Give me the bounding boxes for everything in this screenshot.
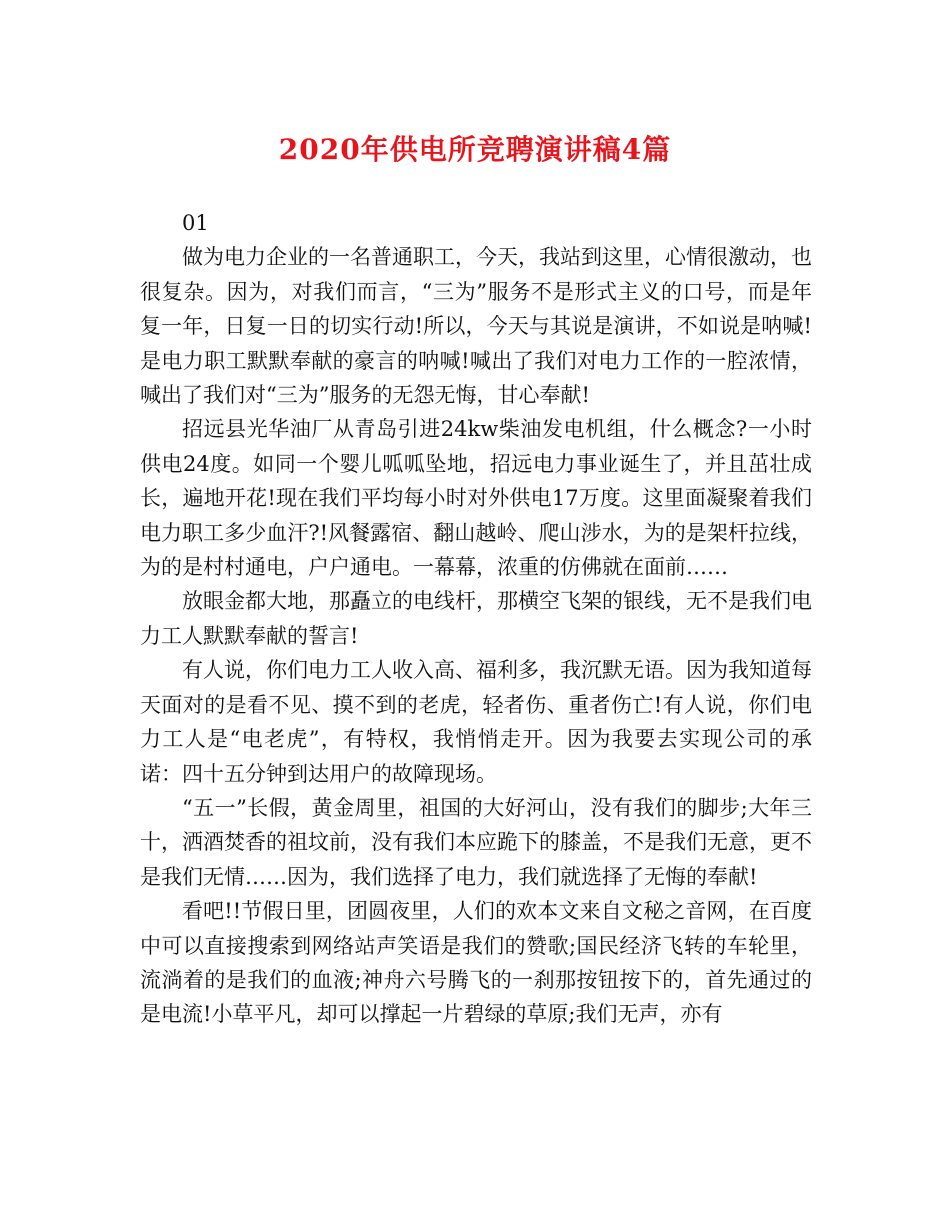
section-number: 01	[182, 211, 209, 235]
document-title: 2020年供电所竞聘演讲稿4篇	[278, 133, 672, 166]
paragraph: “五一”长假，黄金周里，祖国的大好河山，没有我们的脚步;大年三十，洒酒焚香的祖坟前，没有我们本应跪下的膝盖，不是我们无意，更不是我们无情……因为，我们选择了电力，我们就选择了无悔的奉献!	[140, 795, 812, 889]
paragraph: 放眼金都大地，那矗立的电线杆，那横空飞架的银线，无不是我们电力工人默默奉献的誓言!	[140, 589, 812, 648]
paragraph: 看吧!!节假日里，团圆夜里，人们的欢本文来自文秘之音网，在百度中可以直接搜索到网络站声笑语是我们的赞歌;国民经济飞转的车轮里，流淌着的是我们的血液;神舟六号腾飞的一刹那按钮按下的，首先通过的是电流!小草平凡，却可以撑起一片碧绿的草原;我们无声，亦有	[140, 899, 812, 1027]
document-body	[140, 206, 812, 1032]
paragraph: 做为电力企业的一名普通职工，今天，我站到这里，心情很激动，也很复杂。因为，对我们而言，“三为”服务不是形式主义的口号，而是年复一年，日复一日的切实行动!所以，今天与其说是演讲，不如说是呐喊!是电力职工默默奉献的豪言的呐喊!喊出了我们对电力工作的一腔浓情，喊出了我们对“三为”服务的无怨无悔，甘心奉献!	[140, 245, 812, 408]
paragraph: 有人说，你们电力工人收入高、福利多，我沉默无语。因为我知道每天面对的是看不见、摸不到的老虎，轻者伤、重者伤亡!有人说，你们电力工人是“电老虎”，有特权，我悄悄走开。因为我要去实现公司的承诺：四十五分钟到达用户的故障现场。	[140, 658, 812, 786]
paragraph: 招远县光华油厂从青岛引进24kw柴油发电机组，什么概念?一小时供电24度。如同一个婴儿呱呱坠地，招远电力事业诞生了，并且茁壮成长，遍地开花!现在我们平均每小时对外供电17万度。这里面凝聚着我们电力职工多少血汗?!风餐露宿、翻山越岭、爬山涉水，为的是架杆拉线， 为的是村村通电，户户通电。一幕幕，浓重的仿佛就在面前……	[140, 417, 812, 580]
